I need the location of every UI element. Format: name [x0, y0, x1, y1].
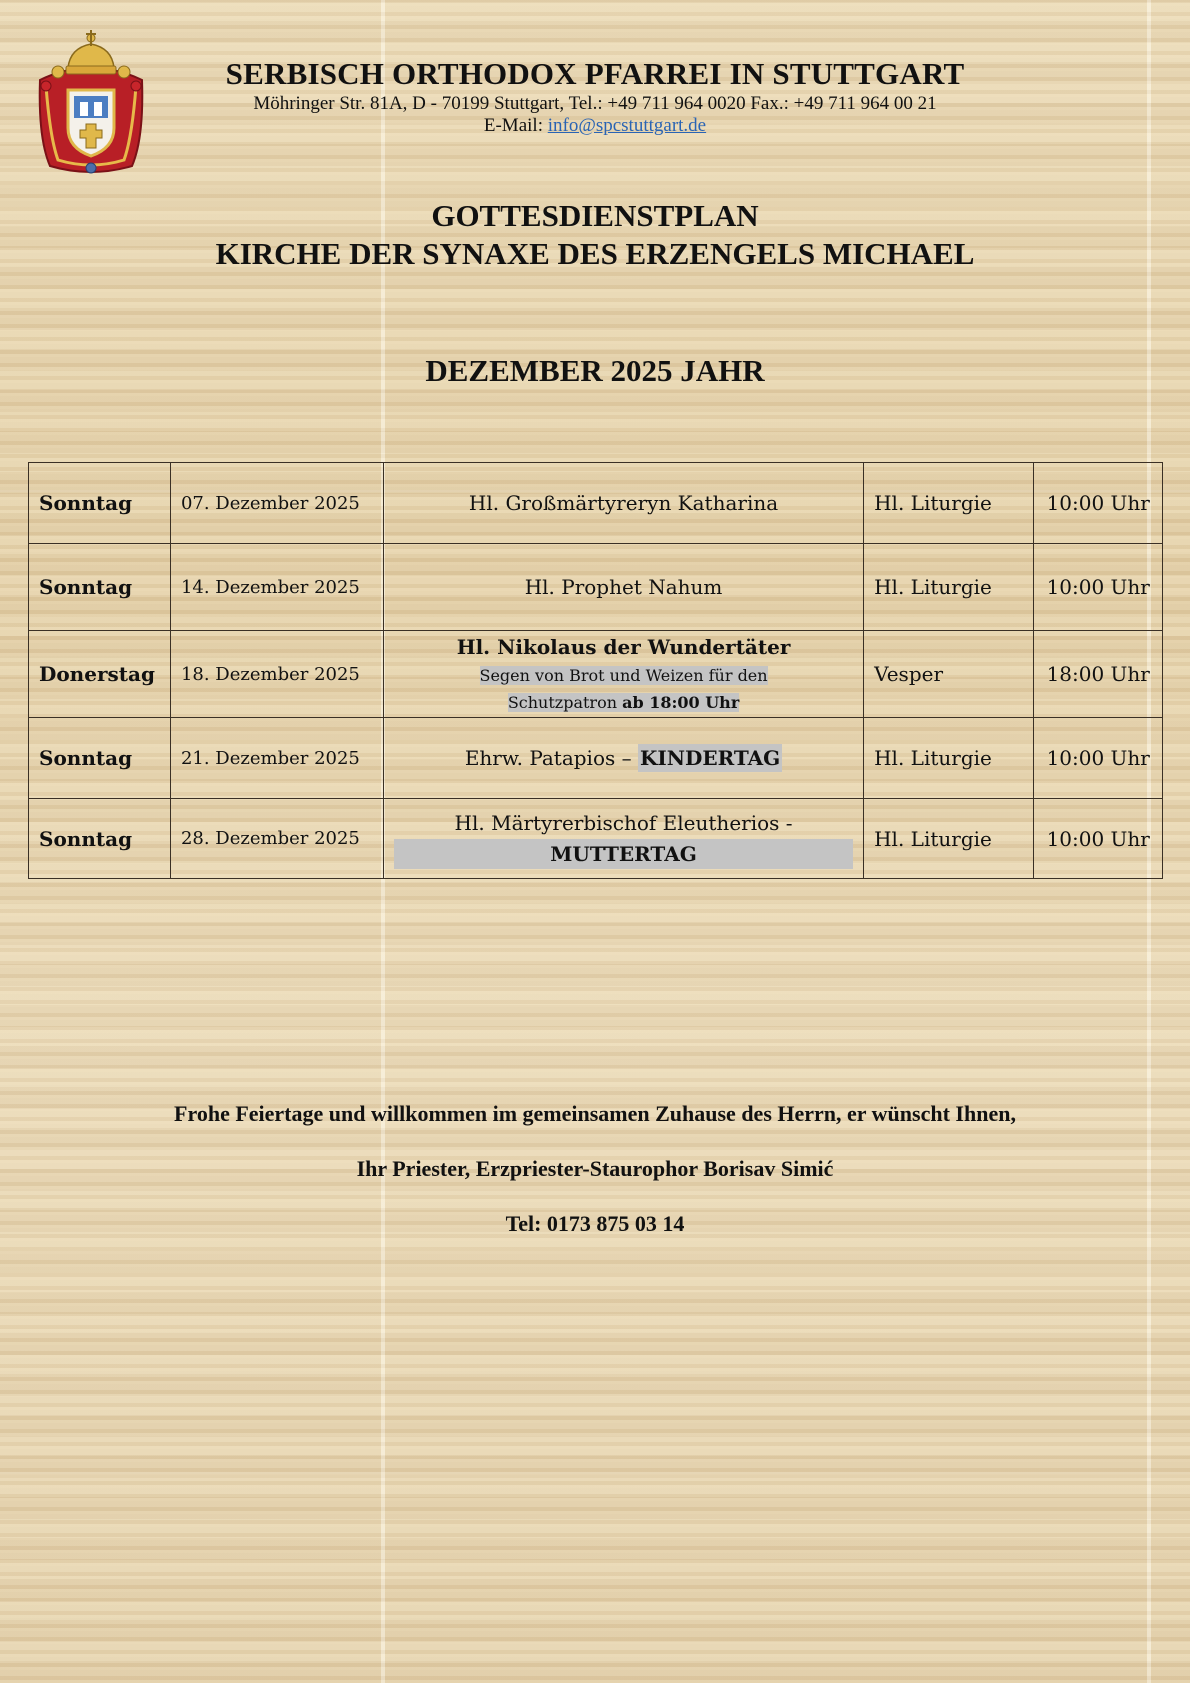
- table-row: [29, 799, 1163, 879]
- church-coat-of-arms: [28, 28, 154, 180]
- feast-note-text: Schutzpatron: [507, 693, 623, 712]
- day-cell: Sonntag: [29, 799, 171, 879]
- service-cell: Hl. Liturgie: [864, 718, 1034, 799]
- feast-highlight: MUTTERTAG: [394, 839, 853, 869]
- date-cell: 07. Dezember 2025: [170, 463, 383, 544]
- feast-note-time: ab 18:00 Uhr: [622, 693, 740, 712]
- table-row: [29, 463, 1163, 544]
- plan-title: GOTTESDIENSTPLAN: [431, 198, 759, 233]
- table-row: [29, 544, 1163, 631]
- day-cell: Donerstag: [29, 631, 171, 718]
- feast-cell: [383, 799, 863, 879]
- feast-name: Hl. Nikolaus der Wundertäter: [456, 635, 791, 659]
- date-cell: 28. Dezember 2025: [170, 799, 383, 879]
- feast-cell: Hl. Großmärtyreryn Katharina: [383, 463, 863, 544]
- table-row: [29, 718, 1163, 799]
- feast-name: Ehrw. Patapios –: [464, 746, 638, 770]
- date-cell: 14. Dezember 2025: [170, 544, 383, 631]
- feast-name: Hl. Märtyrerbischof Eleutherios -: [454, 810, 793, 835]
- feast-cell: Hl. Prophet Nahum: [383, 544, 863, 631]
- day-cell: Sonntag: [29, 718, 171, 799]
- time-cell: 10:00 Uhr: [1034, 799, 1163, 879]
- service-cell: Vesper: [864, 631, 1034, 718]
- time-cell: 10:00 Uhr: [1034, 718, 1163, 799]
- priest-phone: Tel: 0173 875 03 14: [505, 1211, 685, 1236]
- time-cell: 18:00 Uhr: [1034, 631, 1163, 718]
- feast-cell: [383, 718, 863, 799]
- service-cell: Hl. Liturgie: [864, 463, 1034, 544]
- service-cell: Hl. Liturgie: [864, 799, 1034, 879]
- feast-highlight: KINDERTAG: [639, 746, 781, 770]
- service-cell: Hl. Liturgie: [864, 544, 1034, 631]
- date-cell: 18. Dezember 2025: [170, 631, 383, 718]
- feast-cell: [383, 631, 863, 718]
- email-label: E-Mail:: [483, 115, 548, 136]
- time-cell: 10:00 Uhr: [1034, 463, 1163, 544]
- parish-email-line: [150, 115, 1040, 137]
- email-link[interactable]: info@spcstuttgart.de: [547, 115, 707, 136]
- parish-address: Möhringer Str. 81A, D - 70199 Stuttgart, Tel.: +49 711 964 0020 Fax.: +49 711 964 00 21: [253, 93, 937, 114]
- date-cell: 21. Dezember 2025: [170, 718, 383, 799]
- church-title: KIRCHE DER SYNAXE DES ERZENGELS MICHAEL: [215, 236, 975, 271]
- priest-signature: Ihr Priester, Erzpriester-Staurophor Borisav Simić: [356, 1156, 834, 1181]
- parish-title: SERBISCH ORTHODOX PFARREI IN STUTTGART: [225, 56, 965, 91]
- feast-note-line1: Segen von Brot und Weizen für den: [479, 666, 768, 685]
- month-title: DEZEMBER 2025 JAHR: [425, 353, 765, 388]
- holiday-greeting: Frohe Feiertage und willkommen im gemeinsamen Zuhause des Herrn, er wünscht Ihnen,: [174, 1101, 1016, 1126]
- feast-note-line2: [508, 693, 739, 712]
- day-cell: Sonntag: [29, 463, 171, 544]
- service-schedule-table: [28, 462, 1163, 879]
- day-cell: Sonntag: [29, 544, 171, 631]
- time-cell: 10:00 Uhr: [1034, 544, 1163, 631]
- table-row: [29, 631, 1163, 718]
